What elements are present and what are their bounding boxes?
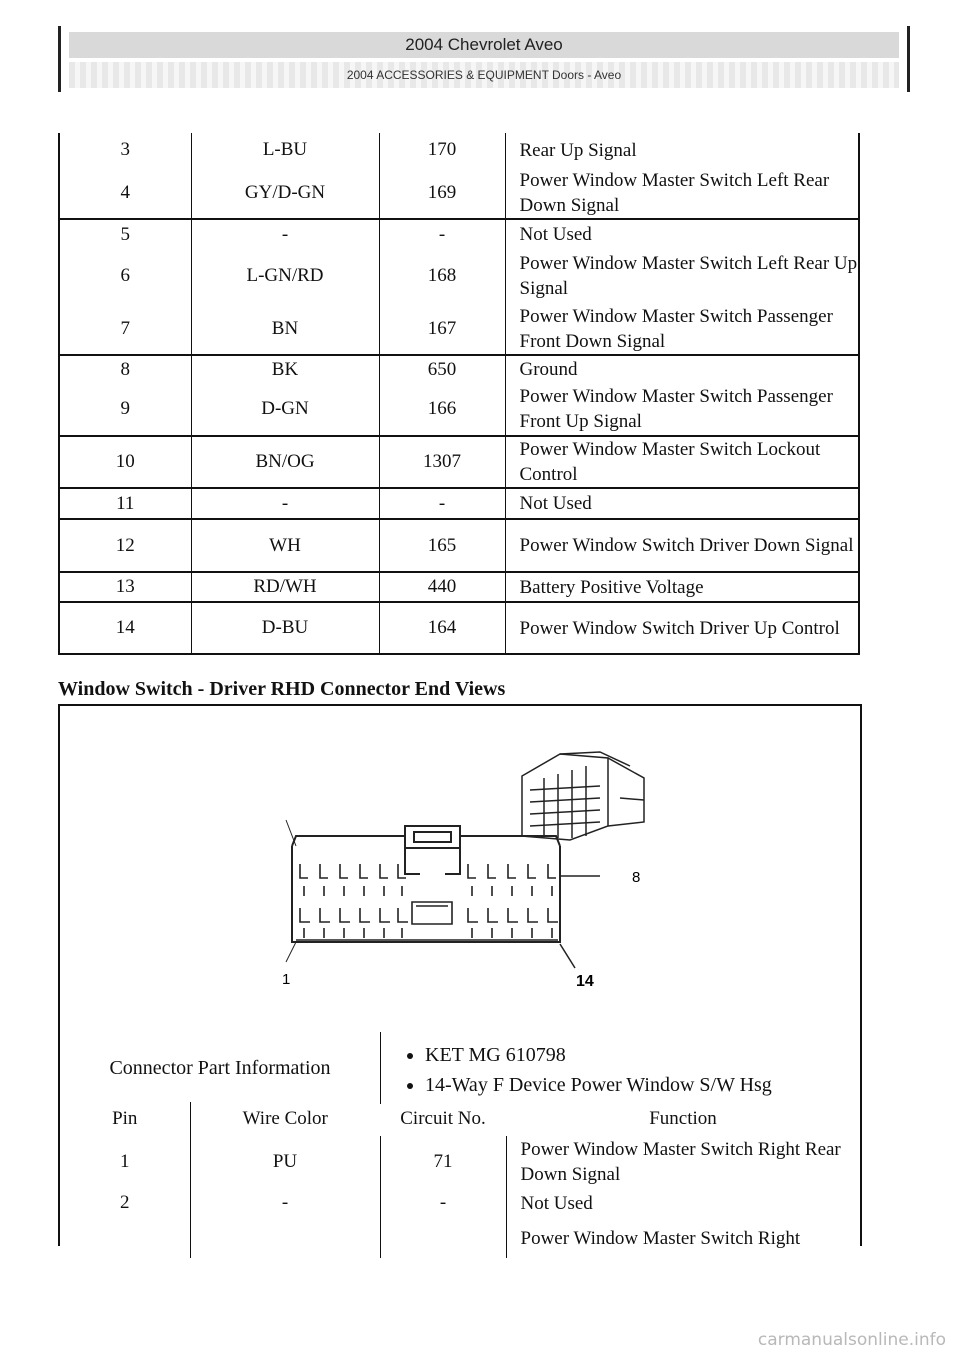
pin-cell: 11 <box>59 488 191 519</box>
pin-cell: 13 <box>59 572 191 602</box>
cavity <box>548 908 558 938</box>
cavity <box>488 908 498 938</box>
part-description: • 14-Way F Device Power Window S/W Hsg <box>425 1070 861 1100</box>
cavity <box>508 908 518 938</box>
function-cell: Not Used <box>519 224 592 245</box>
table-row <box>59 355 859 383</box>
pin-cell: 1 <box>60 1136 190 1188</box>
table-row <box>60 1136 860 1188</box>
pin-cell: 4 <box>59 167 191 219</box>
wire-cell: - <box>191 219 379 249</box>
pin-table-bottom <box>60 1102 860 1258</box>
pin-cell: 7 <box>59 303 191 355</box>
function-cell: Power Window Switch Driver Down Signal <box>505 519 859 572</box>
circuit-cell: 440 <box>379 572 505 602</box>
connector-end-view-drawing <box>60 706 860 1026</box>
header-title: 2004 Chevrolet Aveo <box>69 32 899 58</box>
pin-cell: 2 <box>60 1188 190 1218</box>
callout-pin-14: 14 <box>576 973 594 990</box>
header-pin: Pin <box>60 1102 190 1136</box>
table-row <box>59 167 859 219</box>
wire-cell: BN/OG <box>191 436 379 488</box>
table-row <box>60 1218 860 1258</box>
cavity <box>528 908 538 938</box>
table-row <box>59 303 859 355</box>
wire-cell: L-GN/RD <box>191 249 379 303</box>
table-row <box>59 519 859 572</box>
table-row <box>59 249 859 303</box>
header-circuit: Circuit No. <box>400 1108 486 1129</box>
cavity <box>360 908 370 938</box>
table-row <box>59 133 859 167</box>
cavity <box>468 864 476 896</box>
pin-cell: 6 <box>59 249 191 303</box>
connector-thumbnail <box>522 752 644 840</box>
cavity <box>380 908 390 938</box>
cavity <box>488 864 496 896</box>
pin-cell: 10 <box>59 436 191 488</box>
function-cell: Rear Up Signal <box>519 139 637 161</box>
function-cell: Power Window Master Switch Passenger Front Down Signal <box>505 303 859 355</box>
connector-figure-box <box>58 704 862 1249</box>
wire-cell: PU <box>190 1136 380 1188</box>
wire-cell: - <box>191 488 379 519</box>
function-cell: Power Window Master Switch Right <box>520 1227 801 1249</box>
wire-cell: BK <box>191 355 379 383</box>
circuit-cell: 170 <box>379 133 505 167</box>
pin-cell: 8 <box>59 355 191 383</box>
table-row <box>59 219 859 249</box>
function-cell: Ground <box>519 359 578 380</box>
function-cell: Not Used <box>505 488 859 519</box>
wire-cell: RD/WH <box>191 572 379 602</box>
pin-cell <box>60 1218 190 1258</box>
connector-part-info-label: Connector Part Information <box>109 1056 331 1079</box>
connector-cavities <box>296 864 558 940</box>
cavity <box>360 864 368 896</box>
cavity <box>398 908 408 938</box>
function-cell: Not Used <box>520 1192 593 1214</box>
figure-title: Window Switch - Driver RHD Connector End Views <box>58 678 506 700</box>
cavity <box>380 864 388 896</box>
callout-pin-8: 8 <box>632 869 641 886</box>
circuit-cell: 168 <box>379 249 505 303</box>
table-row <box>59 436 859 488</box>
cavity <box>548 864 556 896</box>
pin-cell: 5 <box>59 219 191 249</box>
cavity <box>300 908 310 938</box>
function-cell: Power Window Master Switch Passenger Front Up Signal <box>505 383 859 436</box>
watermark: carmanualsonline.info <box>757 1330 946 1350</box>
function-cell: Power Window Master Switch Right Rear Down Signal <box>520 1139 841 1185</box>
circuit-cell: 169 <box>379 167 505 219</box>
cavity <box>300 864 308 896</box>
connector-part-info-list <box>380 1032 861 1104</box>
table-row <box>60 1188 860 1218</box>
wire-cell: WH <box>191 519 379 572</box>
function-cell: Power Window Master Switch Left Rear Down Signal <box>505 167 859 219</box>
cavity <box>340 864 348 896</box>
circuit-cell: 1307 <box>379 436 505 488</box>
function-cell: Battery Positive Voltage <box>505 572 859 602</box>
circuit-cell <box>380 1218 506 1258</box>
wire-cell: L-BU <box>191 133 379 167</box>
circuit-cell: 164 <box>379 602 505 654</box>
table-row <box>59 572 859 602</box>
connector-face <box>286 820 600 968</box>
header-subtitle: 2004 ACCESSORIES & EQUIPMENT Doors - Aveo <box>69 62 899 88</box>
table-row <box>59 488 859 519</box>
wire-cell: - <box>190 1188 380 1218</box>
cavity <box>320 908 330 938</box>
function-cell: Power Window Master Switch Lockout Control <box>505 436 859 488</box>
function-cell: Power Window Switch Driver Up Control <box>505 602 859 654</box>
circuit-cell: 71 <box>380 1136 506 1188</box>
pin-cell: 3 <box>59 133 191 167</box>
pin-cell: 9 <box>59 383 191 436</box>
wire-cell: D-GN <box>191 383 379 436</box>
pin-cell: 14 <box>59 602 191 654</box>
callout-pin-1: 1 <box>282 971 291 988</box>
page-header <box>58 26 910 92</box>
cavity <box>468 908 478 938</box>
circuit-cell: 166 <box>379 383 505 436</box>
cavity <box>528 864 536 896</box>
circuit-cell: - <box>379 488 505 519</box>
table-row <box>59 602 859 654</box>
wire-cell: GY/D-GN <box>191 167 379 219</box>
table-row <box>59 383 859 436</box>
wire-cell: BN <box>191 303 379 355</box>
function-cell: Power Window Master Switch Left Rear Up Signal <box>519 253 858 299</box>
circuit-cell: 650 <box>379 355 505 383</box>
pin-cell: 12 <box>59 519 191 572</box>
circuit-cell: 167 <box>379 303 505 355</box>
pin-table-top <box>58 133 860 655</box>
table-header-row <box>60 1102 860 1136</box>
header-function: Function <box>649 1108 717 1129</box>
circuit-cell: - <box>380 1188 506 1218</box>
part-number: • KET MG 610798 <box>425 1040 861 1070</box>
header-wire-color: Wire Color <box>242 1108 328 1129</box>
wire-cell <box>190 1218 380 1258</box>
cavity <box>508 864 516 896</box>
wire-cell: D-BU <box>191 602 379 654</box>
circuit-cell: - <box>379 219 505 249</box>
cavity <box>320 864 328 896</box>
cavity <box>340 908 350 938</box>
circuit-cell: 165 <box>379 519 505 572</box>
